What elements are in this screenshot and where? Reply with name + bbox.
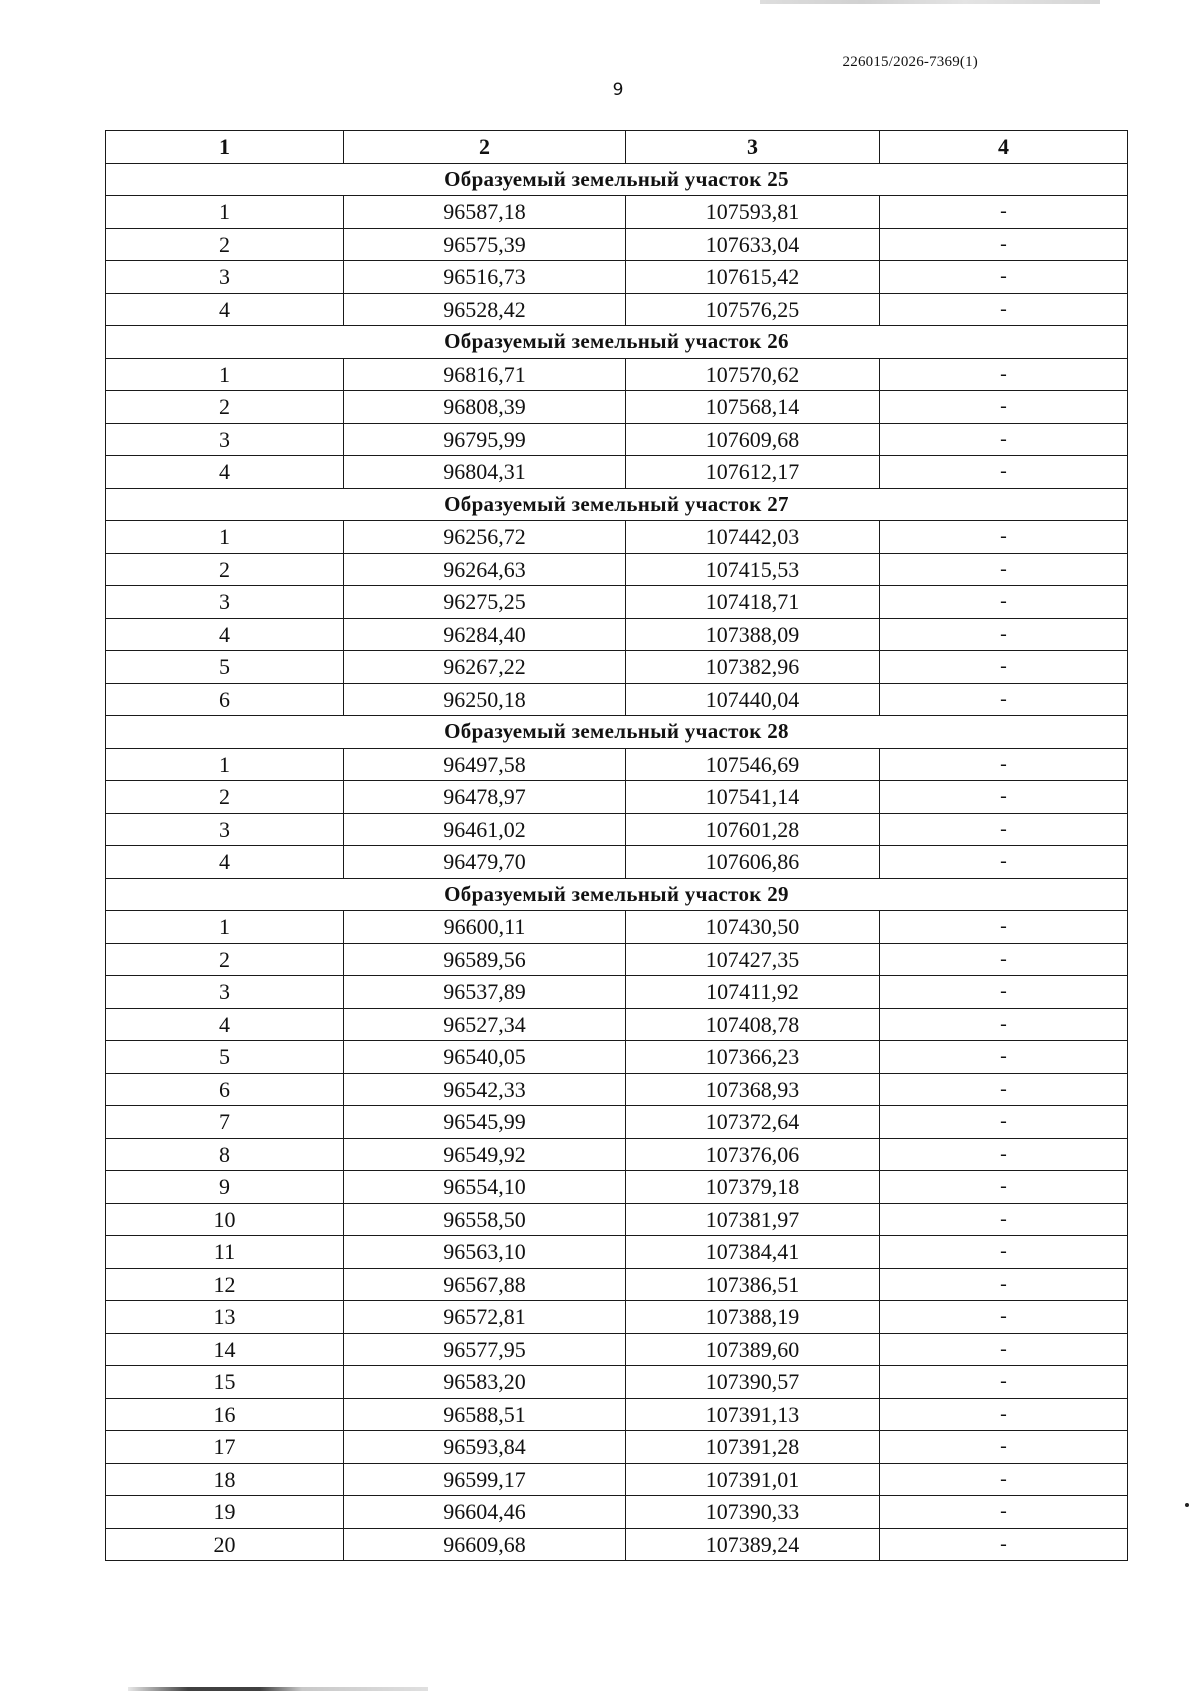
y-coordinate-cell: 107430,50 (626, 911, 880, 944)
point-number-cell: 17 (106, 1431, 344, 1464)
y-coordinate-cell: 107612,17 (626, 456, 880, 489)
y-coordinate-cell: 107386,51 (626, 1268, 880, 1301)
y-coordinate-cell: 107389,60 (626, 1333, 880, 1366)
point-number-cell: 20 (106, 1528, 344, 1561)
table-row (106, 651, 1128, 684)
point-number-cell: 4 (106, 1008, 344, 1041)
x-coordinate-cell: 96275,25 (344, 586, 626, 619)
land-plot-title: Образуемый земельный участок 28 (106, 716, 1128, 749)
table-row (106, 521, 1128, 554)
table-row (106, 196, 1128, 229)
x-coordinate-cell: 96604,46 (344, 1496, 626, 1529)
note-cell: - (880, 358, 1128, 391)
note-cell: - (880, 1171, 1128, 1204)
section-title-row (106, 878, 1128, 911)
note-cell: - (880, 943, 1128, 976)
x-coordinate-cell: 96583,20 (344, 1366, 626, 1399)
table-row (106, 976, 1128, 1009)
note-cell: - (880, 1138, 1128, 1171)
note-cell: - (880, 1398, 1128, 1431)
note-cell: - (880, 228, 1128, 261)
point-number-cell: 6 (106, 683, 344, 716)
x-coordinate-cell: 96267,22 (344, 651, 626, 684)
y-coordinate-cell: 107601,28 (626, 813, 880, 846)
table-row (106, 1366, 1128, 1399)
table-row (106, 1496, 1128, 1529)
x-coordinate-cell: 96563,10 (344, 1236, 626, 1269)
y-coordinate-cell: 107390,33 (626, 1496, 880, 1529)
y-coordinate-cell: 107376,06 (626, 1138, 880, 1171)
point-number-cell: 8 (106, 1138, 344, 1171)
land-plot-title: Образуемый земельный участок 26 (106, 326, 1128, 359)
point-number-cell: 11 (106, 1236, 344, 1269)
table-row (106, 1301, 1128, 1334)
x-coordinate-cell: 96528,42 (344, 293, 626, 326)
y-coordinate-cell: 107570,62 (626, 358, 880, 391)
section-title-row (106, 326, 1128, 359)
y-coordinate-cell: 107391,01 (626, 1463, 880, 1496)
y-coordinate-cell: 107382,96 (626, 651, 880, 684)
header-col-1: 1 (106, 131, 344, 164)
note-cell: - (880, 456, 1128, 489)
x-coordinate-cell: 96542,33 (344, 1073, 626, 1106)
table-row (106, 1236, 1128, 1269)
point-number-cell: 10 (106, 1203, 344, 1236)
x-coordinate-cell: 96593,84 (344, 1431, 626, 1464)
y-coordinate-cell: 107442,03 (626, 521, 880, 554)
note-cell: - (880, 423, 1128, 456)
x-coordinate-cell: 96609,68 (344, 1528, 626, 1561)
note-cell: - (880, 846, 1128, 879)
table-row (106, 586, 1128, 619)
table-row (106, 1268, 1128, 1301)
table-row (106, 1073, 1128, 1106)
scan-artifact-top (760, 0, 1100, 4)
note-cell: - (880, 911, 1128, 944)
note-cell: - (880, 1106, 1128, 1139)
note-cell: - (880, 293, 1128, 326)
header-row (106, 131, 1128, 164)
y-coordinate-cell: 107593,81 (626, 196, 880, 229)
table-row (106, 391, 1128, 424)
section-title-row (106, 488, 1128, 521)
note-cell: - (880, 553, 1128, 586)
point-number-cell: 3 (106, 586, 344, 619)
note-cell: - (880, 586, 1128, 619)
section-title-row (106, 163, 1128, 196)
table-row (106, 1203, 1128, 1236)
table-body (106, 163, 1128, 1561)
x-coordinate-cell: 96577,95 (344, 1333, 626, 1366)
table-row (106, 456, 1128, 489)
table-row (106, 261, 1128, 294)
table-row (106, 1008, 1128, 1041)
x-coordinate-cell: 96527,34 (344, 1008, 626, 1041)
x-coordinate-cell: 96575,39 (344, 228, 626, 261)
point-number-cell: 5 (106, 651, 344, 684)
table-row (106, 1463, 1128, 1496)
y-coordinate-cell: 107408,78 (626, 1008, 880, 1041)
point-number-cell: 1 (106, 748, 344, 781)
note-cell: - (880, 651, 1128, 684)
y-coordinate-cell: 107615,42 (626, 261, 880, 294)
x-coordinate-cell: 96587,18 (344, 196, 626, 229)
y-coordinate-cell: 107609,68 (626, 423, 880, 456)
x-coordinate-cell: 96537,89 (344, 976, 626, 1009)
x-coordinate-cell: 96589,56 (344, 943, 626, 976)
y-coordinate-cell: 107389,24 (626, 1528, 880, 1561)
note-cell: - (880, 1268, 1128, 1301)
document-reference-number: 226015/2026-7369(1) (842, 54, 978, 70)
point-number-cell: 2 (106, 553, 344, 586)
note-cell: - (880, 813, 1128, 846)
point-number-cell: 1 (106, 358, 344, 391)
point-number-cell: 4 (106, 456, 344, 489)
y-coordinate-cell: 107576,25 (626, 293, 880, 326)
y-coordinate-cell: 107388,19 (626, 1301, 880, 1334)
note-cell: - (880, 521, 1128, 554)
scan-artifact-dot (1185, 1503, 1189, 1507)
point-number-cell: 4 (106, 618, 344, 651)
point-number-cell: 3 (106, 261, 344, 294)
x-coordinate-cell: 96461,02 (344, 813, 626, 846)
coordinates-table (105, 130, 1128, 1561)
note-cell: - (880, 1496, 1128, 1529)
section-title-row (106, 716, 1128, 749)
y-coordinate-cell: 107415,53 (626, 553, 880, 586)
y-coordinate-cell: 107368,93 (626, 1073, 880, 1106)
point-number-cell: 1 (106, 521, 344, 554)
x-coordinate-cell: 96284,40 (344, 618, 626, 651)
table-row (106, 1138, 1128, 1171)
table-row (106, 423, 1128, 456)
y-coordinate-cell: 107633,04 (626, 228, 880, 261)
note-cell: - (880, 1463, 1128, 1496)
y-coordinate-cell: 107411,92 (626, 976, 880, 1009)
x-coordinate-cell: 96540,05 (344, 1041, 626, 1074)
point-number-cell: 1 (106, 911, 344, 944)
note-cell: - (880, 976, 1128, 1009)
table-row (106, 943, 1128, 976)
x-coordinate-cell: 96558,50 (344, 1203, 626, 1236)
table-row (106, 1106, 1128, 1139)
x-coordinate-cell: 96795,99 (344, 423, 626, 456)
y-coordinate-cell: 107388,09 (626, 618, 880, 651)
table-row (106, 553, 1128, 586)
x-coordinate-cell: 96516,73 (344, 261, 626, 294)
y-coordinate-cell: 107391,13 (626, 1398, 880, 1431)
point-number-cell: 7 (106, 1106, 344, 1139)
note-cell: - (880, 196, 1128, 229)
point-number-cell: 3 (106, 813, 344, 846)
table-row (106, 911, 1128, 944)
header-col-3: 3 (626, 131, 880, 164)
point-number-cell: 2 (106, 391, 344, 424)
table-row (106, 618, 1128, 651)
x-coordinate-cell: 96816,71 (344, 358, 626, 391)
y-coordinate-cell: 107381,97 (626, 1203, 880, 1236)
table-row (106, 748, 1128, 781)
point-number-cell: 13 (106, 1301, 344, 1334)
point-number-cell: 2 (106, 781, 344, 814)
point-number-cell: 3 (106, 976, 344, 1009)
y-coordinate-cell: 107390,57 (626, 1366, 880, 1399)
table-row (106, 1041, 1128, 1074)
point-number-cell: 4 (106, 293, 344, 326)
point-number-cell: 2 (106, 943, 344, 976)
note-cell: - (880, 748, 1128, 781)
y-coordinate-cell: 107541,14 (626, 781, 880, 814)
x-coordinate-cell: 96572,81 (344, 1301, 626, 1334)
note-cell: - (880, 1528, 1128, 1561)
note-cell: - (880, 261, 1128, 294)
y-coordinate-cell: 107372,64 (626, 1106, 880, 1139)
note-cell: - (880, 1073, 1128, 1106)
x-coordinate-cell: 96567,88 (344, 1268, 626, 1301)
x-coordinate-cell: 96588,51 (344, 1398, 626, 1431)
note-cell: - (880, 781, 1128, 814)
table-row (106, 228, 1128, 261)
table-row (106, 358, 1128, 391)
land-plot-title: Образуемый земельный участок 27 (106, 488, 1128, 521)
y-coordinate-cell: 107391,28 (626, 1431, 880, 1464)
table-row (106, 1171, 1128, 1204)
point-number-cell: 18 (106, 1463, 344, 1496)
x-coordinate-cell: 96599,17 (344, 1463, 626, 1496)
table-row (106, 1431, 1128, 1464)
x-coordinate-cell: 96479,70 (344, 846, 626, 879)
table-row (106, 683, 1128, 716)
point-number-cell: 5 (106, 1041, 344, 1074)
note-cell: - (880, 618, 1128, 651)
x-coordinate-cell: 96497,58 (344, 748, 626, 781)
note-cell: - (880, 1431, 1128, 1464)
scan-artifact-bottom (128, 1687, 428, 1691)
note-cell: - (880, 1236, 1128, 1269)
table-row (106, 293, 1128, 326)
point-number-cell: 2 (106, 228, 344, 261)
point-number-cell: 19 (106, 1496, 344, 1529)
y-coordinate-cell: 107379,18 (626, 1171, 880, 1204)
point-number-cell: 16 (106, 1398, 344, 1431)
table-row (106, 1333, 1128, 1366)
page-number: 9 (612, 80, 624, 100)
note-cell: - (880, 391, 1128, 424)
table-row (106, 1398, 1128, 1431)
note-cell: - (880, 683, 1128, 716)
x-coordinate-cell: 96250,18 (344, 683, 626, 716)
x-coordinate-cell: 96549,92 (344, 1138, 626, 1171)
table-row (106, 781, 1128, 814)
x-coordinate-cell: 96256,72 (344, 521, 626, 554)
x-coordinate-cell: 96808,39 (344, 391, 626, 424)
y-coordinate-cell: 107366,23 (626, 1041, 880, 1074)
table-row (106, 813, 1128, 846)
x-coordinate-cell: 96600,11 (344, 911, 626, 944)
point-number-cell: 6 (106, 1073, 344, 1106)
y-coordinate-cell: 107546,69 (626, 748, 880, 781)
note-cell: - (880, 1366, 1128, 1399)
y-coordinate-cell: 107418,71 (626, 586, 880, 619)
x-coordinate-cell: 96545,99 (344, 1106, 626, 1139)
y-coordinate-cell: 107440,04 (626, 683, 880, 716)
note-cell: - (880, 1041, 1128, 1074)
table-header (106, 131, 1128, 164)
point-number-cell: 12 (106, 1268, 344, 1301)
table-row (106, 846, 1128, 879)
point-number-cell: 4 (106, 846, 344, 879)
point-number-cell: 15 (106, 1366, 344, 1399)
table-row (106, 1528, 1128, 1561)
x-coordinate-cell: 96804,31 (344, 456, 626, 489)
note-cell: - (880, 1301, 1128, 1334)
land-plot-title: Образуемый земельный участок 25 (106, 163, 1128, 196)
note-cell: - (880, 1203, 1128, 1236)
land-plot-title: Образуемый земельный участок 29 (106, 878, 1128, 911)
point-number-cell: 3 (106, 423, 344, 456)
header-col-2: 2 (344, 131, 626, 164)
point-number-cell: 1 (106, 196, 344, 229)
x-coordinate-cell: 96478,97 (344, 781, 626, 814)
point-number-cell: 14 (106, 1333, 344, 1366)
header-col-4: 4 (880, 131, 1128, 164)
note-cell: - (880, 1008, 1128, 1041)
x-coordinate-cell: 96554,10 (344, 1171, 626, 1204)
y-coordinate-cell: 107606,86 (626, 846, 880, 879)
y-coordinate-cell: 107427,35 (626, 943, 880, 976)
x-coordinate-cell: 96264,63 (344, 553, 626, 586)
y-coordinate-cell: 107384,41 (626, 1236, 880, 1269)
note-cell: - (880, 1333, 1128, 1366)
y-coordinate-cell: 107568,14 (626, 391, 880, 424)
point-number-cell: 9 (106, 1171, 344, 1204)
